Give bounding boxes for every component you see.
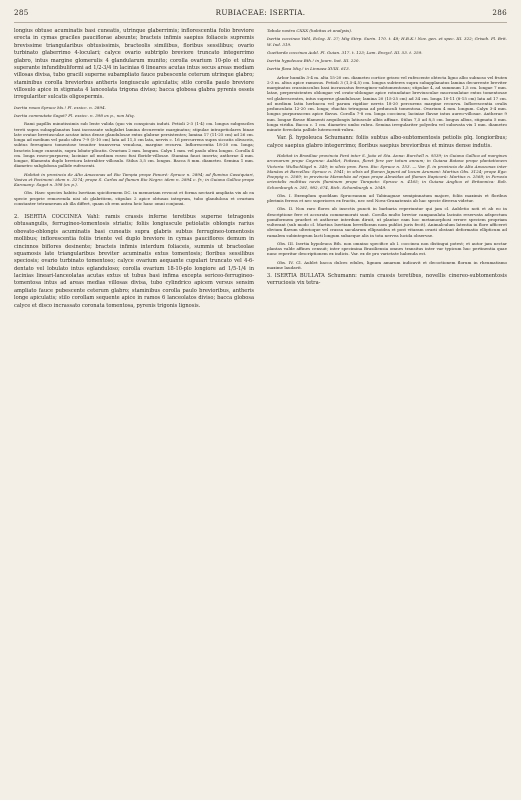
species-heading-2: 2. ISERTIA COCCINEA Vahl: ramis crassis inferne teretibus superne tetragonis obtusangulis, ferrugineo-tomentosis striatis; foliis longiuscule petiolatis oblongis rarius obovato-oblongis acuminatis basi cuneatis supra glabris subtus ferrugineo-tomentosis mollibus; inflorescentia foliis triente vel duplo breviore in cymas pauciflores demum in cincinnos biflores desinente; bracteis infimis interdum foliaceis, summis ut bracteolae squamosis late triangularibus breviter acuminatis extus tomentosis; floribus sessilibus speciosis; ovario turbinato tomentoso; calyce ovarium aequante cupulari truncato vel 4-6-dentato vel lobulato intus eglanduloso; corolla ovarium 18-10-plo longiore ad 1/5-1/4 in lacinias lineari-lanceolatas acutas extus ut tubus basi infima excepta sericeo-ferrugineo-tomentosa intus ad areas medias villosas divisa, tubo cylindrico apicem versus sensim ampliato fauce pubescente ceterum glabro; staminibus corolla paulo brevioribus, antheris longe apiculatis; stilo corollam sequente apice in ramos 6 lanceolatos diviso; bacca globosa calyce et disco incrassato coronata tomentosa, pyrenis trigonis lignosis.: [14, 214, 254, 309]
habitat-paragraph: Habitat in provincia de Alto Amazonas ad Rio Tampia prope Panuré: Spruce n. 2894; ad flumina Cassiquiari, Vasiva et Pacimoni: idem n. 3274; prope S. Carlos ad flumen Rio Negro: idem n. 2894 c. fr.; in Guiana Gallica prope Karouany: Sagot n. 398 (ex p.).: [14, 171, 254, 187]
plate-note: Tabula nostra CXXX (habitus et analysis).: [267, 28, 353, 33]
citation: Isertia flava Miq.! in Linnaea XVIII. 613.: [267, 66, 351, 72]
right-column: [267, 28, 507, 291]
citation: Isertia hypoleuca Bth.! in Journ. bot. III. 220.: [267, 58, 360, 63]
observation: Obs. I. Exemplum quoddam Spruceanum ad Tabinaguae semipinnatum majore, foliis maximis et floribus plerimis ferens et nec superiores ex fructis, nec sed Nova-Granatensis ab hac specie diversa videtur.: [267, 192, 507, 203]
header-rule: [14, 22, 507, 23]
running-header: [14, 8, 507, 20]
observation: Obs. Haec species habitu Isertiam spiciformem DC. in memoriam revocat et forma nectarii ampliata vix ab ea specie proprie removenda nisi ob glabritiem, stipulas 2 apice obtusas integrum, tubo glandulosa et ovarium constanter tetramerum ab illa differt, quam ob rem antea heic hanc omni conjunxi.: [14, 190, 254, 206]
observation: Obs. IV. Cl. Aublet bacca dulces edules, lignum amarum indicavit et decoctionem florum in rheumatismo maxime laudavit.: [267, 259, 507, 270]
species-description: longius obtuse acuminatis basi cuneatis, utrinque glaberrimis; inflorescentia folio breviore erecta in cymas graciles pauciflorae abeunte; bracteis infimis saepius foliaceis supremis brevissime triangularibus obtusissimis, bracteolis similibus, floribus sessilibus; ovario turbinato glaberrimo 4-loculari; calyce ovario subtriplo breviore truncato integerrimo glabro, intus margine glomerulis 4 glandularum munito; corolla ovarium 10-plo et ultra superante infundibuliformi ad 1/2-3/4 in lacinias 6 lineares acutas intus secus areas mediam villosas divisa, tubo gracili superne subampliato fauce pubescente ceterum utrinque glabro; staminibus corolla breviorbus antheris longiuscule apiculatis; stilo corolla paulo breviore villosulo apice in stigmata 4 lanceolata trigona diviso; bacca globosa glabra pyrenis osseis irregulariter sulcatis oligospermis.: [14, 28, 254, 101]
habitat-paragraph: Habitat in Brasiliae provincia Pará inter S. João et Sta. Anna: Burchell n. 9339; in Guiana Gallica ad margines arcenarum prope Cayenne: Aublet, Poiteau, floret fere per totum annum; in Guiana Batava prope plantationem Victoria: Wullschlägel n. 349; in silvis prov. Para. Rio: Spruce n. 153. — Var. β. in provincia de Alto Amazonas inter Manáos et Barcellos: Spruce n. 1941; in silvis ad flumen Japurá ad locum Arumani: Martius Obs. 3124; prope Ega: Poeppig n. 2569; in provincia Maranhão ad ripas prope Almeidas ad flumen Itapicurú: Martius n. 2568; in Peruvia orientalis multitus novis fluminum prope Tarapoto: Spruce n. 4165; in Guiana Anglica et Britannica: Rob. Schomburgk n. 281, 982, 674, Rich. Schomburgk n. 2049.: [267, 153, 507, 190]
variety-description: Var. β. hypoleuca Schumann: foliis subtus albo-subtomentosis petiolis plq. longioribus; calyce saepius glabro integerrimo; floribus saepius brevioribus et minus dense indutis.: [267, 135, 507, 149]
left-column: [14, 28, 254, 313]
running-title: RUBIACEAE: ISERTIA.: [215, 8, 306, 17]
citation: Guettarda coccinea Aubl. Pl. Guian. 317. t. 123; Lam. Encycl. III. 53. t. 259.: [267, 49, 423, 55]
observation: Obs. III. Isertia hypoleuca Bth. non omnino specifice ab I. coccinea non distingui potest; et autor jam nectar plantas valde affines censuit; inter specimina Brasiliensia omnes transitus inter var typicum huc pertinentia quae nunc reperitur descriptionem ex indicis. Var. ex de pro varietate habenda est.: [267, 240, 507, 257]
citation: Isertia commutata Sagot? Pl. exsicc. n. 398 ex p., non Miq.: [14, 113, 135, 118]
detailed-description: Arbor humilis 3-4 m. alta 15-20 cm. diametro cortice griseo vel rufescente obtecta ligno albo subnoso vel frutex 2-3 m. altus apice ramosus. Petioli 3 (1,5-4,5) cm. longus subteres supra subapplanatus lamina decurrente breviter marginatus crassiusculus basi incrassatus ferrugineo-subtomentosus; stipulae 4, ad summum 1,5 cm. longae 7 mm. latae, perpersistentes oblongae vel ovato-oblongae apice rotundatae breviusculae mucronulatae extus tomentosae vel glabrescentes, intus superne glandulosae; lamina 20 (15-25 cm) ad 34 cm. longa 10-11 (8-15 cm) lata ad 17 cm. ad medium latiu herbacea vel parum rigidior nervis 18-20 percurens margine recurva. Inflorescentia ovalis pedunculata 12-20 cm. longa; rhachis tetragona ad pedunculi tomentosa. Ovarium 4 mm. longum. Calyx 3-4 mm. longus purpurascens apice flavus. Corolla 7-8 cm. longa coccinea; laciniae flavae intus aureo-villosae. Antherae 9 mm. longae flavae filamenti aequilongis latiuscule albis affixae. Stilus 7,5 ad 8,5 cm. longus albus, stigmata 5 mm. longa viridia. Bacca c. 1 cm. diametro umbo rubra. Semina irregulariter polyedra vel subovata vix 1 mm. diametro minute foveolata pallide luteescenti-rubra.: [267, 74, 507, 132]
citation: Isertia rosea Spruce Ms.! Pl. exsicc. n. 2894.: [14, 104, 106, 110]
detailed-description: Rami papillis minutissimis sub lente valida (quo vix conspicuis induti. Petioli 2-3 (1-4) cm. longus subgraciles tereti supra subapplanatus basi incrassate subglabri lamina decurrente marginatus; stipulae intrapetiolares binae late ovatae breviusculae acutae intus dense glandulosae extus glabrae persistentes; lamina 17 (11-25 cm) ad 26 cm. longa ad medium vel paulo ultra 7-9 (5-10 cm) lata ad 11,5 cm lata, nervis c. 16 percurrens supra siccatis olivaceis, subtus ferrugineo tomentose tenuiter transversa venulosa, margine recurva. Inflorescentia 18-20 cm. longa; bracteis longe cuneatis, supra lobato-plicatis. Ovarium 2 mm. longum. Calyx 1 mm. vel paulo ultra longus. Corolla 4 cm. longa roseo-purpurea; laciniae ad medium roseo fusi floride-villosae. Stamina fauci inserta; antherae 4 mm. longae, filamenta duplo breviora lateraliter villosulo. Stilus 3,5 cm. longus. Bacca 8 mm. diametro. Semina 1 mm. diametro subglobosa pallide rufescenti.: [14, 121, 254, 169]
page-number-right: 286: [492, 8, 507, 17]
page-number-left: 285: [14, 8, 29, 17]
citation: Isertia coccinea Vahl, Eclog. II. 27; Mig Stirp. Surin. 170. t. 48; H.B.K.! Nov. gen. et spec. III. 322; Griseb. Fl. Brit. W. Ind. 319.: [267, 36, 507, 47]
observation: Obs. II. Non raro flores ab insectis puncti in barbaria reperiuntur qui jam cl. Aubletio noti et ab eo in descriptione fere et accurata commemorati sunt. Corolla multo brevior campanulata laciniis reservata adspectum pomiformem praebet et antherae interdum diruit, ut plantae eam hoc metamorphosi errore speciem propriam vulterant (sub modo cl. Martius Isertiam brevifloram nom publici juris fecit). Animalculum latentia in flore afficeret obvium flavum ulterioque vel crassa sacularum ellipsoidea et post vitaram ovarii obstant deformatio ellipticum ad ramalem subintegrum lacti longum subaeque alis in tota nervea lucida observae.: [267, 206, 507, 238]
species-heading-3: 3. ISERTIA BULLATA Schumann: ramis crassis teretibus, novellis cinereo-subtomentosis verruciosis vix tetra-: [267, 273, 507, 287]
